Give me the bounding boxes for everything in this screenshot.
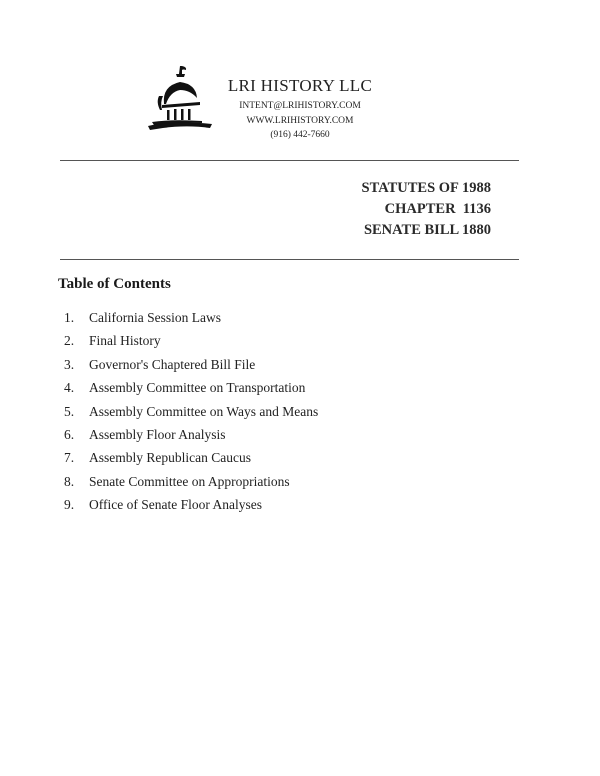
- toc-list: [64, 306, 318, 517]
- toc-item-number: 6.: [64, 427, 75, 443]
- company-name: LRI HISTORY LLC: [227, 76, 373, 95]
- letterhead: [220, 76, 380, 143]
- toc-item-label: California Session Laws: [89, 310, 221, 325]
- toc-title: Table of Contents: [58, 276, 171, 292]
- toc-item-number: 9.: [64, 497, 75, 513]
- toc-item[interactable]: [64, 446, 318, 469]
- toc-item-number: 5.: [64, 403, 75, 419]
- bill-citation: [362, 178, 491, 241]
- toc-item-number: 7.: [64, 450, 75, 466]
- contact-email: INTENT@LRIHISTORY.COM: [239, 101, 361, 111]
- toc-item[interactable]: [64, 470, 318, 493]
- toc-item-number: 1.: [64, 310, 75, 325]
- contact-phone: (916) 442-7660: [270, 130, 330, 140]
- toc-item-label: Assembly Republican Caucus: [89, 450, 251, 466]
- toc-item-number: 3.: [64, 356, 75, 372]
- toc-item-number: 8.: [64, 473, 75, 489]
- toc-item-label: Governor's Chaptered Bill File: [89, 356, 256, 372]
- toc-item[interactable]: [64, 376, 318, 399]
- header-divider: [60, 160, 519, 161]
- toc-item[interactable]: [64, 400, 318, 423]
- toc-item-label: Assembly Committee on Ways and Means: [89, 403, 319, 419]
- toc-item[interactable]: [64, 329, 318, 352]
- toc-item-number: 4.: [64, 380, 75, 396]
- toc-item-label: Assembly Committee on Transportation: [89, 380, 306, 396]
- toc-item-label: Final History: [89, 333, 161, 349]
- bill-line: SENATE BILL 1880: [363, 222, 491, 238]
- chapter-line: CHAPTER 1136: [384, 201, 491, 217]
- citation-divider: [60, 259, 519, 260]
- toc-item[interactable]: [64, 353, 318, 376]
- toc-item[interactable]: [64, 423, 318, 446]
- statutes-line: STATUTES OF 1988: [361, 180, 491, 196]
- toc-item-label: Assembly Floor Analysis: [89, 427, 226, 443]
- toc-item-number: 2.: [64, 333, 75, 349]
- contact-website: WWW.LRIHISTORY.COM: [246, 115, 354, 126]
- toc-item[interactable]: [64, 306, 318, 329]
- capitol-dome-icon: [142, 64, 214, 140]
- toc-item-label: Senate Committee on Appropriations: [89, 473, 290, 489]
- toc-item-label: Office of Senate Floor Analyses: [89, 497, 262, 513]
- toc-item[interactable]: [64, 493, 318, 516]
